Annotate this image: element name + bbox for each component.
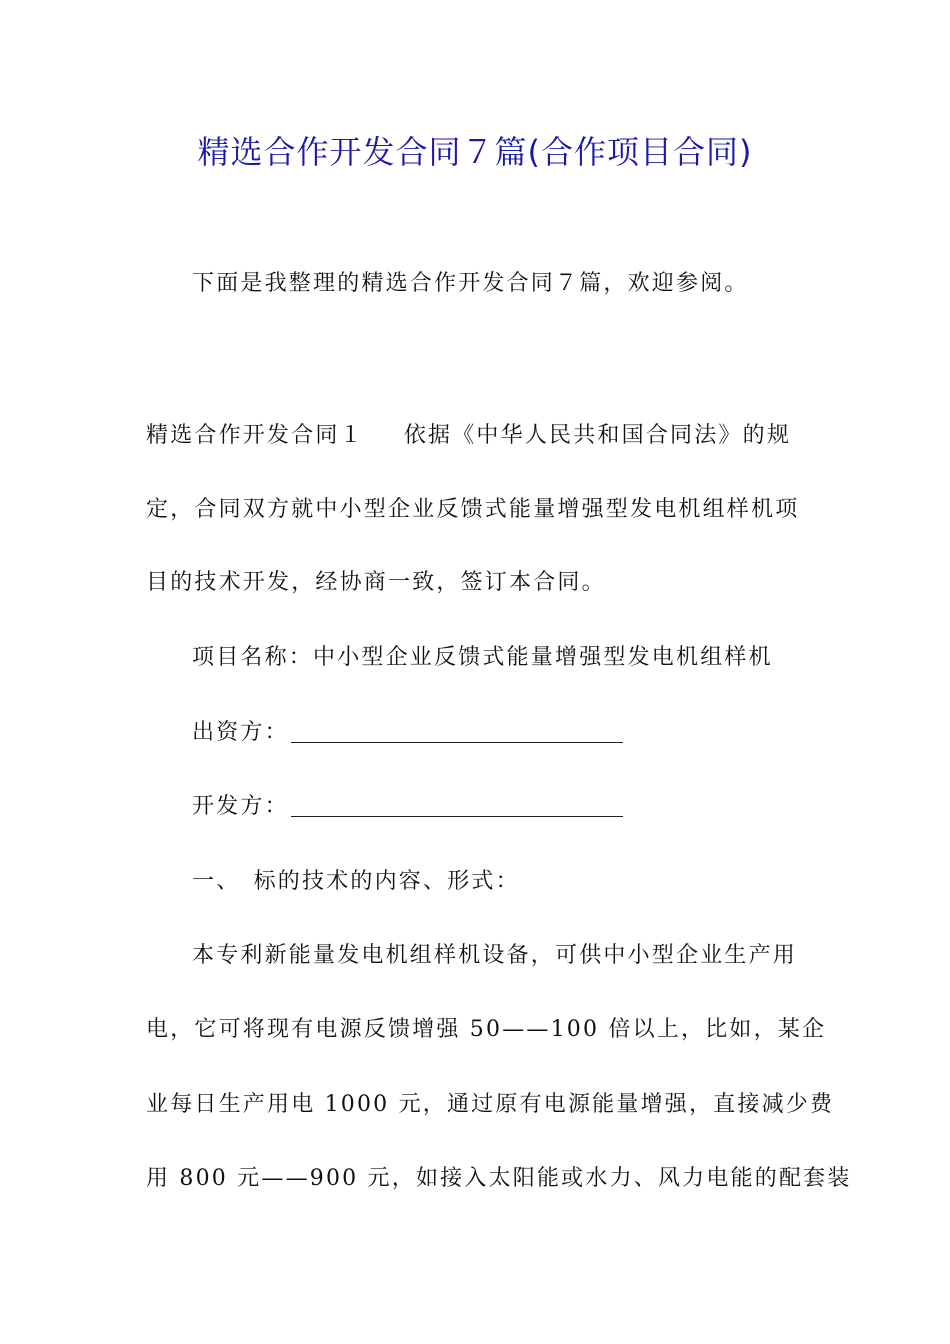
body-line4: 用 800 元——900 元，如接入太阳能或水力、风力电能的配套装 <box>146 1166 852 1191</box>
document-title: 精选合作开发合同７篇(合作项目合同) <box>197 133 753 171</box>
section1-first-line <box>146 420 791 452</box>
investor-label: 出资方： <box>192 720 289 745</box>
section1-line3: 目的技术开发，经协商一致，签订本合同。 <box>146 570 606 595</box>
clause1-heading: 一、 标的技术的内容、形式： <box>192 869 520 894</box>
body-line1: 本专利新能量发电机组样机设备，可供中小型企业生产用 <box>192 943 798 968</box>
section1-line2: 定，合同双方就中小型企业反馈式能量增强型发电机组样机项 <box>146 497 800 522</box>
developer-blank <box>291 794 623 817</box>
investor-line <box>192 717 623 749</box>
project-name-line: 项目名称：中小型企业反馈式能量增强型发电机组样机 <box>192 645 773 670</box>
developer-line <box>192 791 623 823</box>
body-line2: 电，它可将现有电源反馈增强 50——100 倍以上，比如，某企 <box>146 1017 827 1042</box>
developer-label: 开发方： <box>192 794 289 819</box>
section1-heading: 精选合作开发合同１ <box>146 423 364 448</box>
intro-paragraph: 下面是我整理的精选合作开发合同７篇，欢迎参阅。 <box>192 271 749 296</box>
investor-blank <box>291 720 623 743</box>
body-line3: 业每日生产用电 1000 元，通过原有电源能量增强，直接减少费 <box>146 1092 835 1117</box>
section1-line1-text: 依据《中华人民共和国合同法》的规 <box>403 423 792 448</box>
